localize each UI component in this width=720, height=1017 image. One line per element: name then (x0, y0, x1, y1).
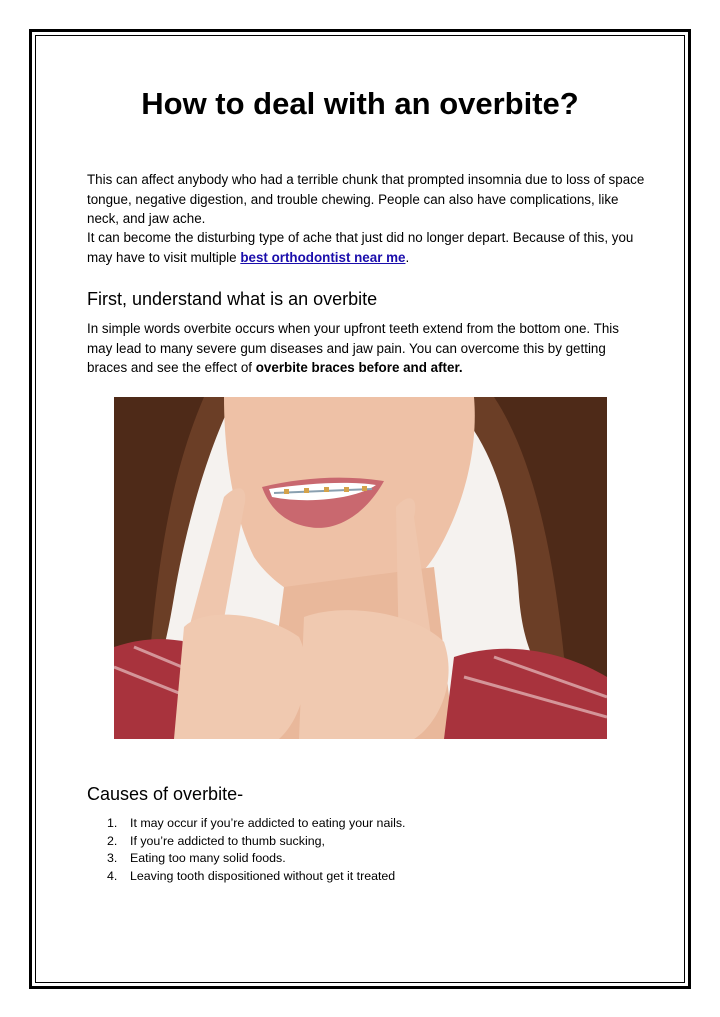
list-item (107, 815, 406, 833)
list-item (107, 868, 406, 886)
page-title: How to deal with an overbite? (141, 86, 579, 121)
list-item-number: 4. (107, 868, 118, 883)
list-item-number: 2. (107, 833, 118, 848)
intro-paragraph-1: This can affect anybody who had a terrible chunk that prompted insomnia due to loss of space tongue, negative digestion, and trouble chewing. People can also have complications, like neck, and jaw ache. (87, 172, 645, 226)
list-item (107, 833, 406, 851)
list-item-number: 1. (107, 816, 118, 830)
list-item-text: It may occur if you’re addicted to eating your nails. (130, 816, 406, 830)
intro-paragraph-2 (87, 228, 647, 267)
intro-paragraph-2-text: It can become the disturbing type of ache that just did no longer depart. Because of this, you may have to visit multiple (87, 230, 634, 265)
list-item-text: Eating too many solid foods. (130, 851, 286, 866)
braces-photo-illustration (114, 397, 607, 739)
section1-text: In simple words overbite occurs when your upfront teeth extend from the bottom one. This may lead to many severe gum diseases and jaw pain. You can overcome this by getting braces and see the effect of (87, 321, 619, 375)
list-item-text: If you’re addicted to thumb sucking, (130, 833, 325, 848)
section1-bold-text: overbite braces before and after. (255, 360, 463, 375)
causes-list (107, 815, 406, 885)
section1-paragraph (87, 319, 647, 378)
smiling-woman-with-braces-photo (114, 397, 607, 739)
intro-paragraph-2-end: . (405, 249, 410, 265)
section1-heading: First, understand what is an overbite (87, 289, 378, 309)
best-orthodontist-link[interactable]: best orthodontist near me (240, 249, 406, 265)
section2-heading: Causes of overbite- (87, 784, 244, 804)
list-item-number: 3. (107, 851, 118, 866)
list-item (107, 850, 406, 868)
list-item-text: Leaving tooth dispositioned without get it treated (130, 868, 396, 883)
